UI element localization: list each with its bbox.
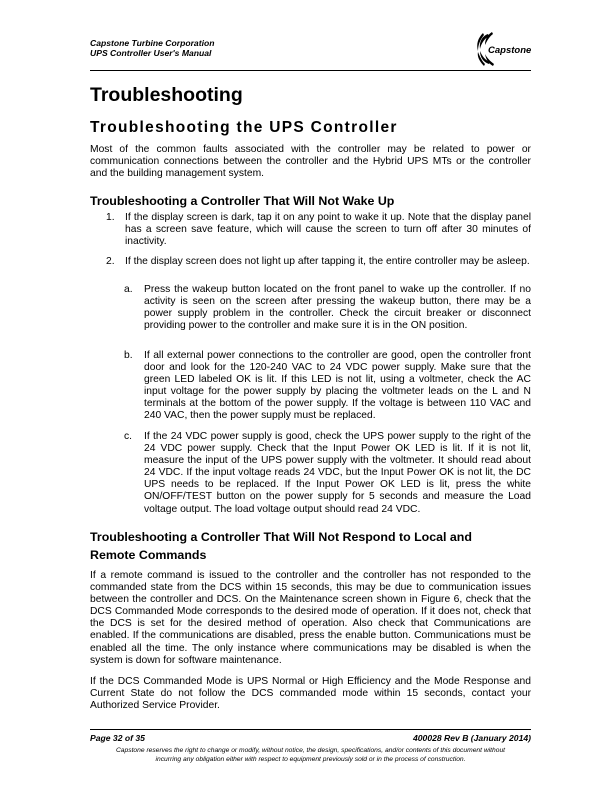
sub-list-letter: c. (124, 431, 133, 442)
disclaimer-line-2: incurring any obligation either with respect to equipment previously sold or in the process of construction. (155, 755, 466, 763)
footer-divider (90, 729, 531, 730)
list-item (90, 256, 531, 268)
sub-list-letter: b. (124, 350, 133, 361)
sub-list-text: If all external power connections to the controller are good, open the controller front door and look for the 120-240 VAC to 24 VDC power supply. Make sure that the green LED labeled OK is lit. If this LED is not lit, using a voltmeter, check the AC input voltage for the power supply by placing the voltmeter leads on the L and N terminals at the bottom of the power supply. If the voltage is between 110 VAC and 240 VAC, then the power supply must be replaced. (144, 350, 531, 422)
disclaimer-line-1: Capstone reserves the right to change or modify, without notice, the design, specifications, and/or contents of this document without (115, 747, 506, 754)
turbine-logo-icon (474, 30, 536, 68)
capstone-logo (474, 30, 536, 68)
sub-list-letter: a. (124, 284, 133, 295)
list-item-number: 1. (106, 212, 115, 223)
page-number: Page 32 of 35 (90, 733, 145, 743)
list-item-text: If the display screen is dark, tap it on any point to wake it up. Note that the display panel has a screen save feature, which will cause the screen to turn off after 30 minutes of inactivity. (125, 212, 531, 248)
header-company: Capstone Turbine Corporation (90, 38, 215, 48)
sub-list-item (124, 350, 531, 423)
list-item-number: 2. (106, 256, 115, 267)
remote-paragraph-1: If a remote command is issued to the controller and the controller has not responded to the commanded state from the DCS within 15 seconds, this may be due to communication issues between the controller and DCS. On the Maintenance screen shown in Figure 6, check that the DCS Commanded Mode corresponds to the desired mode of operation. If it does not, check that the DCS is set for the desired method of operation. Also check that Communications are enabled. If the communications are disabled, press the enable button. Communications must be enabled all the time. The only instance where communications may be disabled is when the system is down for software maintenance. (90, 570, 531, 666)
remote-commands-heading (90, 528, 531, 564)
svg-text:Capstone: Capstone (488, 45, 532, 56)
header-divider (90, 70, 531, 71)
footer-disclaimer (90, 747, 531, 764)
intro-paragraph: Most of the common faults associated with the controller may be related to power or communication connections between the controller and the Hybrid UPS MTs or the controller and the building management system. (90, 144, 531, 180)
remote-heading-line2: Remote Commands (90, 548, 207, 562)
list-item-text: If the display screen does not light up after tapping it, the entire controller may be asleep. (125, 256, 530, 267)
sub-list-text: If the 24 VDC power supply is good, check the UPS power supply to the right of the 24 VDC power supply. Check that the Input Power OK LED is lit. If it is not lit, measure the input of the UPS power supply with the voltmeter. It should read about 24 VDC. If the input voltage reads 24 VDC, but the Input Power OK is not lit, the DC UPS needs to be replaced. If the Input Power OK LED is lit, press the white ON/OFF/TEST button on the power supply for 5 seconds and measure the Load voltage output. The load voltage output should read 24 VDC. (144, 431, 531, 515)
sub-list-item (124, 284, 531, 332)
document-revision: 400028 Rev B (January 2014) (412, 733, 531, 743)
remote-heading-line1: Troubleshooting a Controller That Will Not Respond to Local and (90, 530, 472, 544)
sub-list-text: Press the wakeup button located on the front panel to wake up the controller. If no activity is seen on the screen after pressing the wakeup button, there may be a power supply problem in the controller. Check the circuit breaker or disconnect providing power to the controller and make sure it is in the ON position. (144, 284, 531, 332)
wake-up-heading: Troubleshooting a Controller That Will Not Wake Up (90, 194, 395, 208)
page-title: Troubleshooting (90, 84, 243, 106)
section-title: Troubleshooting the UPS Controller (90, 119, 398, 136)
sub-list-item (124, 431, 531, 516)
list-item (90, 212, 531, 248)
header-manual-title: UPS Controller User's Manual (90, 48, 212, 58)
remote-paragraph-2: If the DCS Commanded Mode is UPS Normal or High Efficiency and the Mode Response and Current State do not follow the DCS commanded mode within 15 seconds, contact your Authorized Service Provider. (90, 676, 531, 712)
